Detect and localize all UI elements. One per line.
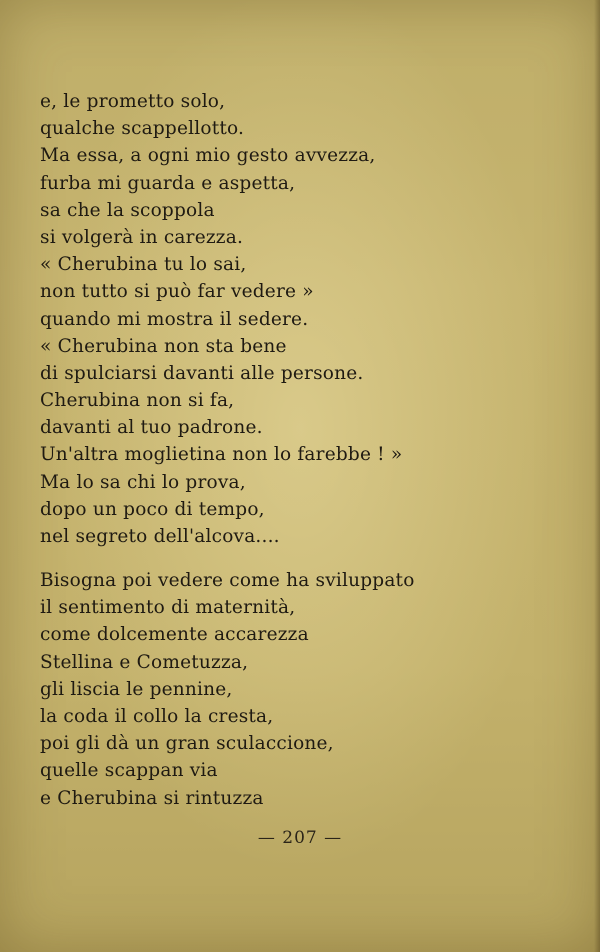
poem-line: Bisogna poi vedere come ha sviluppato [40,570,415,591]
poem-line: furba mi guarda e aspetta, [40,172,296,194]
poem-line: quelle scappan via [40,760,218,782]
poem-line: di spulciarsi davanti alle persone. [40,362,364,384]
poem-line: quando mi mostra il sedere. [40,308,309,330]
poem-line: qualche scappellotto. [40,118,245,140]
poem-line: non tutto si può far vedere » [40,281,314,303]
poem-line: Cherubina non si fa, [40,390,235,412]
poem-line: Stellina e Cometuzza, [40,651,249,673]
stanza-1 [40,88,402,550]
poem-line: davanti al tuo padrone. [40,417,263,439]
poem-line: si volgerà in carezza. [40,226,244,248]
poem-line: la coda il collo la cresta, [40,705,274,727]
poem-line: « Cherubina non sta bene [40,335,287,357]
poem-line: Ma lo sa chi lo prova, [40,471,246,493]
page-number: — 207 — [257,828,343,848]
poem-line: il sentimento di maternità, [40,597,296,619]
poem-line: poi gli dà un gran sculaccione, [40,733,334,755]
poem-line: sa che la scoppola [40,199,215,221]
poem-line: gli liscia le pennine, [40,678,233,700]
page-edge-shadow [594,0,600,952]
poem-line: « Cherubina tu lo sai, [40,254,247,276]
poem-line: dopo un poco di tempo, [40,498,265,520]
stanza-2 [40,567,415,812]
poem-line: Ma essa, a ogni mio gesto avvezza, [40,145,376,167]
poem-line: Un'altra moglietina non lo farebbe ! » [40,444,403,466]
poem-line: nel segreto dell'alcova.... [40,526,280,547]
poem-line: e, le prometto solo, [40,91,226,112]
poem-line: e Cherubina si rintuzza [40,787,264,809]
poem-line: come dolcemente accarezza [40,624,309,646]
